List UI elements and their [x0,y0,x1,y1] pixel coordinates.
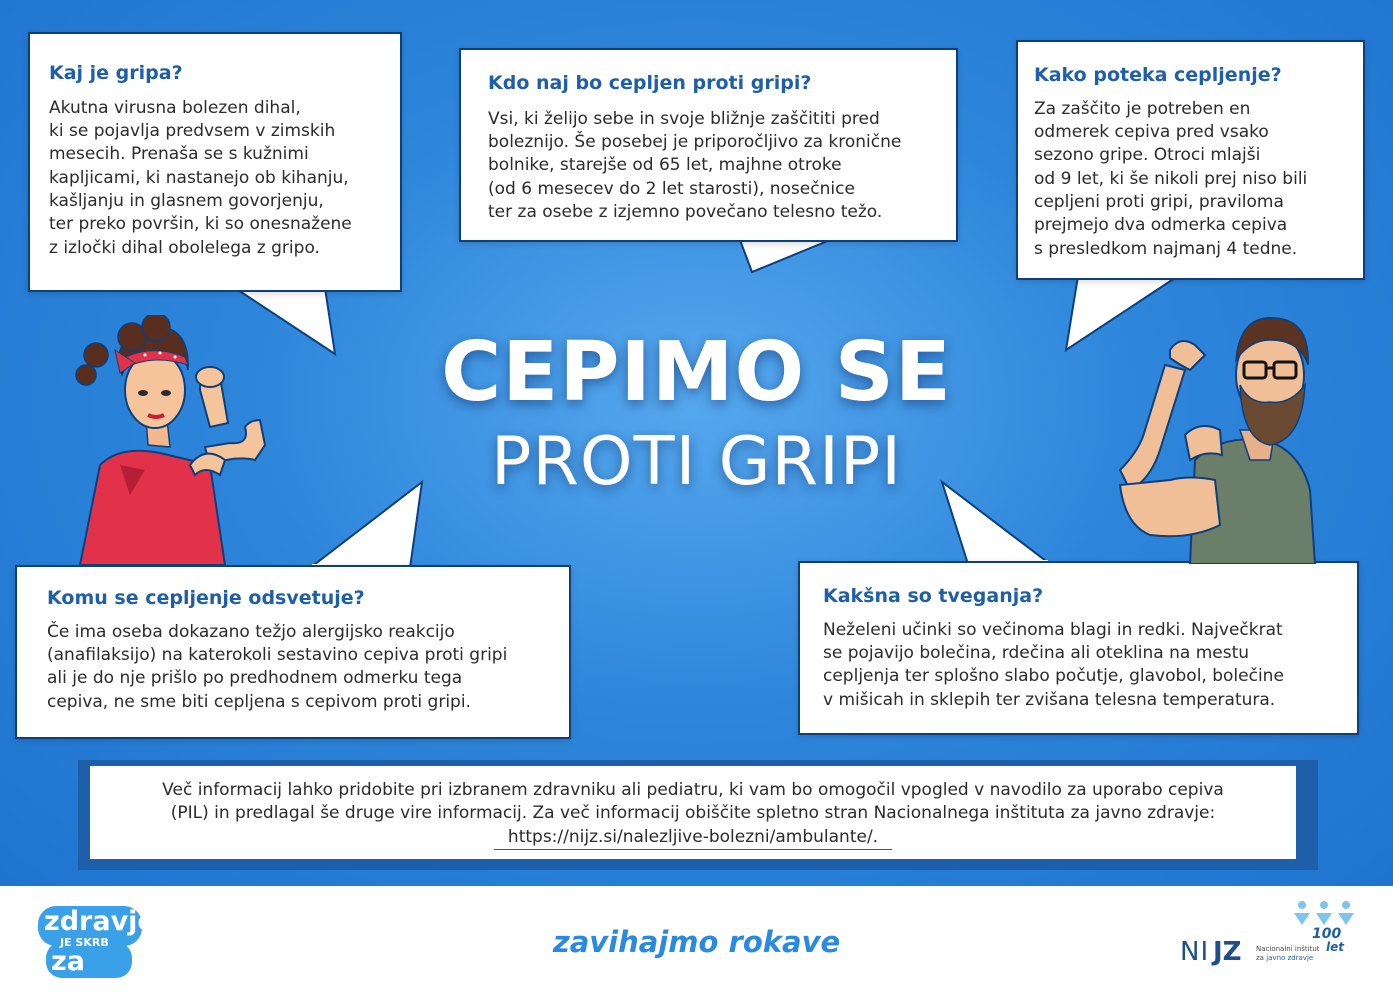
info-text-line2: (PIL) in predlagal še druge vire informacij. Za več informacij obiščite spletno stran Nacionalnega inštituta za javno zdravje: [170,803,1216,824]
nijz-acronym-ni: NI [1180,937,1210,967]
people-figures-icon [1292,899,1356,927]
speech-bubble-not-recommended [15,565,571,739]
nijz-name-line2: za javno zdravje [1256,954,1314,962]
logo-word-je-skrb: JE SKRB [60,936,109,949]
anniversary-word: let [1326,940,1344,954]
main-title: CEPIMO SE [441,325,952,420]
logo-word-za-vse: za vse [51,946,103,1008]
bubble-heading: Kakšna so tveganja? [823,585,1044,607]
speech-bubble-risks [798,561,1359,735]
logo-word-zdravje: zdravje [44,906,156,937]
anniversary-number: 100 [1312,926,1342,942]
bubble-heading: Komu se cepljenje odsvetuje? [47,587,365,609]
nijz-acronym-jz: JZ [1213,937,1242,967]
speech-bubble-how-vaccination [1016,40,1365,280]
nijz-name-line1: Nacionalni inštitut [1256,945,1320,953]
bubble-text: Če ima oseba dokazano težjo alergijsko reakcijo (anafilaksijo) na katerokoli sestavino cepiva proti gripi ali je do nje prišlo po predhodnem odmerku tega cepiva, ne sme biti cepljena s cepivom proti gripi. [47,621,508,712]
nijz-link[interactable]: https://nijz.si/nalezljive-bolezni/ambulante/. [494,826,892,850]
main-subtitle: PROTI GRIPI [490,422,903,500]
footer-slogan: zavihajmo rokave [552,925,841,959]
info-box-inner [90,766,1296,859]
speech-bubble-who-vaccinated [459,48,958,242]
info-text-line1: Več informacij lahko pridobite pri izbranem zdravniku ali pediatru, ki vam bo omogočil vpogled v navodilo za uporabo cepiva [162,780,1224,800]
bubble-heading: Kako poteka cepljenje? [1034,64,1282,86]
bubble-heading: Kaj je gripa? [49,62,183,84]
bubble-heading: Kdo naj bo cepljen proti gripi? [488,72,812,94]
speech-bubble-what-is-flu [28,32,402,292]
bubble-tail [740,238,840,278]
bubble-text: Vsi, ki želijo sebe in svoje bližnje zaščititi pred boleznijo. Še posebej je priporočljivo za kronične bolnike, starejše od 65 let, majhne otroke (od 6 mesecev do 2 let starosti), nosečnice ter za osebe z izjemno povečano telesno težo. [488,108,902,222]
bubble-text: Akutna virusna bolezen dihal, ki se pojavlja predvsem v zimskih mesecih. Prenaša se s kužnimi kapljicami, ki nastanejo ob kihanju, kašljanju in glasnem govorjenju, ter preko površin, ki so onesnažene z izločki dihal obolelega z gripo. [49,97,352,258]
info-box [78,760,1318,870]
nijz-logo [1180,895,1360,980]
bubble-text: Za zaščito je potreben en odmerek cepiva pred vsako sezono gripe. Otroci mlajši od 9 let, ki še nikoli prej niso bili cepljeni proti gripi, praviloma prejmejo dva odmerka cepiva s presledkom najmanj 4 tedne. [1034,98,1308,259]
bubble-text: Neželeni učinki so večinoma blagi in redki. Največkrat se pojavijo bolečina, rdečina ali oteklina na mestu cepljenja ter splošno slabo počutje, glavobol, bolečine v mišicah in sklepih ter zvišana telesna temperatura. [823,619,1284,710]
